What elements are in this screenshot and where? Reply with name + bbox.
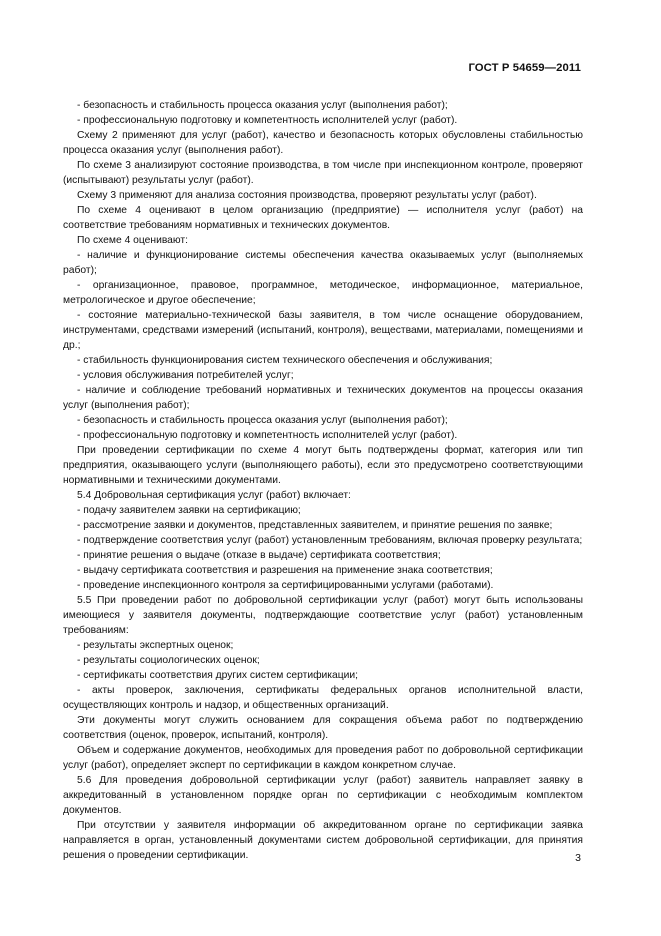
paragraph: Схему 2 применяют для услуг (работ), качество и безопасность которых обусловлены стабильностью процесса оказания услуг (выполнения работ). [63,130,583,156]
paragraph: По схеме 4 оценивают: [77,235,188,246]
paragraph: - акты проверок, заключения, сертификаты федеральных органов исполнительной власти, осуществляющих контроль и надзор, и общественных организаций. [63,685,583,711]
paragraph: - подтверждение соответствия услуг (работ) установленным требованиям, включая проверку результата; [77,535,583,546]
paragraph: Объем и содержание документов, необходимых для проведения работ по добровольной сертификации услуг (работ), определяет эксперт по сертификации в каждом конкретном случае. [63,745,583,771]
paragraph: По схеме 3 анализируют состояние производства, в том числе при инспекционном контроле, проверяют (испытывают) результаты услуг (работ). [63,160,583,186]
paragraph: - организационное, правовое, программное, методическое, информационное, материальное, метрологическое и другое обеспечение; [63,280,583,306]
section-heading: 5.5 При проведении работ по добровольной сертификации услуг (работ) могут быть использованы имеющиеся у заявителя документы, подтверждающие соответствие услуг (работ) установленным требованиям: [63,595,583,636]
paragraph: - результаты социологических оценок; [77,655,260,666]
paragraph: - состояние материально-технической базы заявителя, в том числе оснащение оборудованием, инструментами, средствами измерений (испытаний, контроля), веществами, материалами, помещениями и др.; [63,310,583,351]
paragraph: - проведение инспекционного контроля за сертифицированными услугами (работами). [77,580,494,591]
section-heading: 5.6 Для проведения добровольной сертификации услуг (работ) заявитель направляет заявку в аккредитованный в установленном порядке орган по сертификации с необходимым комплектом документов. [63,775,583,816]
paragraph: При отсутствии у заявителя информации об аккредитованном органе по сертификации заявка направляется в орган, установленный документами систем добровольной сертификации, для принятия решения о проведении сертификации. [63,820,583,861]
paragraph: - результаты экспертных оценок; [77,640,234,651]
page-number: 3 [575,852,581,864]
paragraph: - профессиональную подготовку и компетентность исполнителей услуг (работ). [77,430,458,441]
paragraph: По схеме 4 оценивают в целом организацию (предприятие) — исполнителя услуг (работ) на соответствие требованиям нормативных и технических документов. [63,205,583,231]
paragraph: - безопасность и стабильность процесса оказания услуг (выполнения работ); [77,415,448,426]
paragraph: - подачу заявителем заявки на сертификацию; [77,505,301,516]
document-body [63,98,583,863]
paragraph: Схему 3 применяют для анализа состояния производства, проверяют результаты услуг (работ). [77,190,537,201]
paragraph: - наличие и соблюдение требований нормативных и технических документов на процессы оказания услуг (выполнения работ); [63,385,583,411]
paragraph: - профессиональную подготовку и компетентность исполнителей услуг (работ). [77,115,458,126]
paragraph: - безопасность и стабильность процесса оказания услуг (выполнения работ); [77,100,448,111]
paragraph: Эти документы могут служить основанием для сокращения объема работ по подтверждению соответствия (оценок, проверок, испытаний, контроля). [63,715,583,741]
paragraph: - наличие и функционирование системы обеспечения качества оказываемых услуг (выполняемых работ); [63,250,583,276]
section-heading: 5.4 Добровольная сертификация услуг (работ) включает: [77,490,351,501]
paragraph: - выдачу сертификата соответствия и разрешения на применение знака соответствия; [77,565,493,576]
paragraph: - принятие решения о выдаче (отказе в выдаче) сертификата соответствия; [77,550,441,561]
paragraph: - стабильность функционирования систем технического обеспечения и обслуживания; [77,355,493,366]
paragraph: При проведении сертификации по схеме 4 могут быть подтверждены формат, категория или тип предприятия, оказывающего услуги (выполняющего работы), если это предусмотрено соответствующими нормативными и техническими документами. [63,445,583,486]
paragraph: - рассмотрение заявки и документов, представленных заявителем, и принятие решения по заявке; [77,520,553,531]
document-id: ГОСТ Р 54659—2011 [468,62,581,74]
paragraph: - сертификаты соответствия других систем сертификации; [77,670,359,681]
paragraph: - условия обслуживания потребителей услуг; [77,370,294,381]
